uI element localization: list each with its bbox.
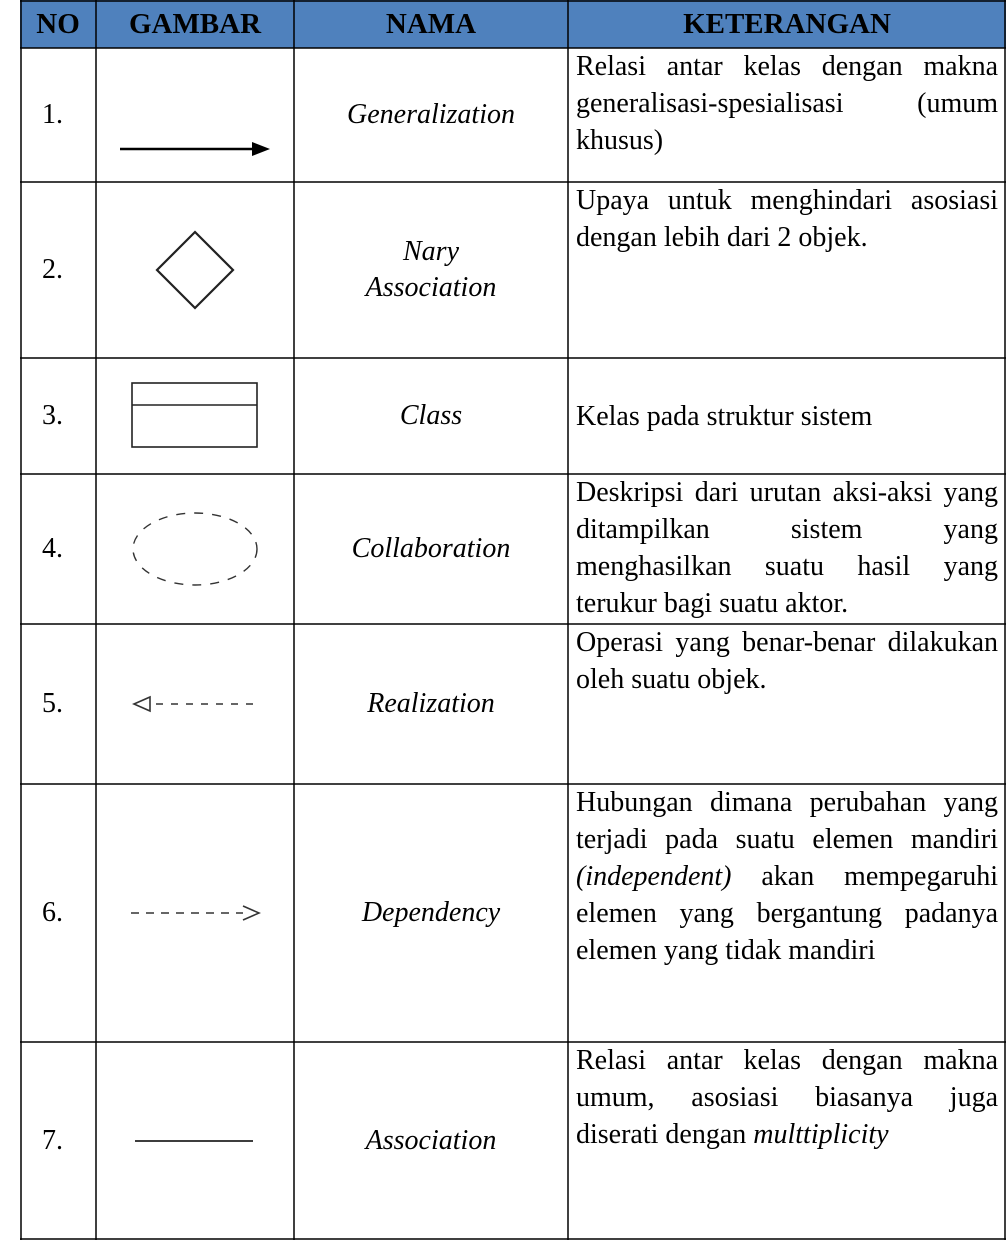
nama-line: Collaboration xyxy=(351,533,511,564)
row-keterangan: Relasi antar kelas dengan makna generalisasi-spesialisasi (umum khusus) xyxy=(576,51,998,156)
nama-line: Dependency xyxy=(361,897,501,928)
row-keterangan: Upaya untuk menghindari asosiasi dengan lebih dari 2 objek. xyxy=(576,185,998,253)
header-nama: NAMA xyxy=(294,0,568,48)
row-no: 1. xyxy=(42,99,63,130)
row-no: 4. xyxy=(42,533,63,564)
row-no: 2. xyxy=(42,254,63,285)
table-grid xyxy=(20,0,1006,1240)
nama-line: Association xyxy=(365,1125,497,1156)
row-keterangan: Operasi yang benar-benar dilakukan oleh suatu objek. xyxy=(576,627,998,695)
row-no: 5. xyxy=(42,688,63,719)
nama-line: Nary xyxy=(403,236,459,267)
ket-italic-text: (independent) xyxy=(576,861,732,892)
nama-line: Association xyxy=(365,272,497,303)
header-no: NO xyxy=(20,0,96,48)
row-keterangan: Kelas pada struktur sistem xyxy=(576,400,873,432)
symbol-table xyxy=(20,0,1006,1240)
ket-text: Hubungan dimana perubahan yang terjadi pada suatu elemen mandiri xyxy=(576,787,998,855)
header-keterangan: KETERANGAN xyxy=(568,0,1006,48)
row-no: 7. xyxy=(42,1125,63,1156)
ket-text: Relasi antar kelas dengan makna umum, asosiasi biasanya juga diserati dengan xyxy=(576,1045,998,1150)
row-keterangan: Deskripsi dari urutan aksi-aksi yang ditampilkan sistem yang menghasilkan suatu hasil yang terukur bagi suatu aktor. xyxy=(576,477,998,619)
nama-line: Class xyxy=(399,400,463,431)
ket-text: akan mempegaruhi elemen yang bergantung padanya elemen yang tidak mandiri xyxy=(576,861,998,966)
ket-italic-text: multtiplicity xyxy=(753,1119,889,1150)
row-no: 6. xyxy=(42,897,63,928)
nama-line: Generalization xyxy=(347,99,515,130)
row-no: 3. xyxy=(42,400,63,431)
header-gambar: GAMBAR xyxy=(96,0,294,48)
nama-line: Realization xyxy=(367,688,495,719)
